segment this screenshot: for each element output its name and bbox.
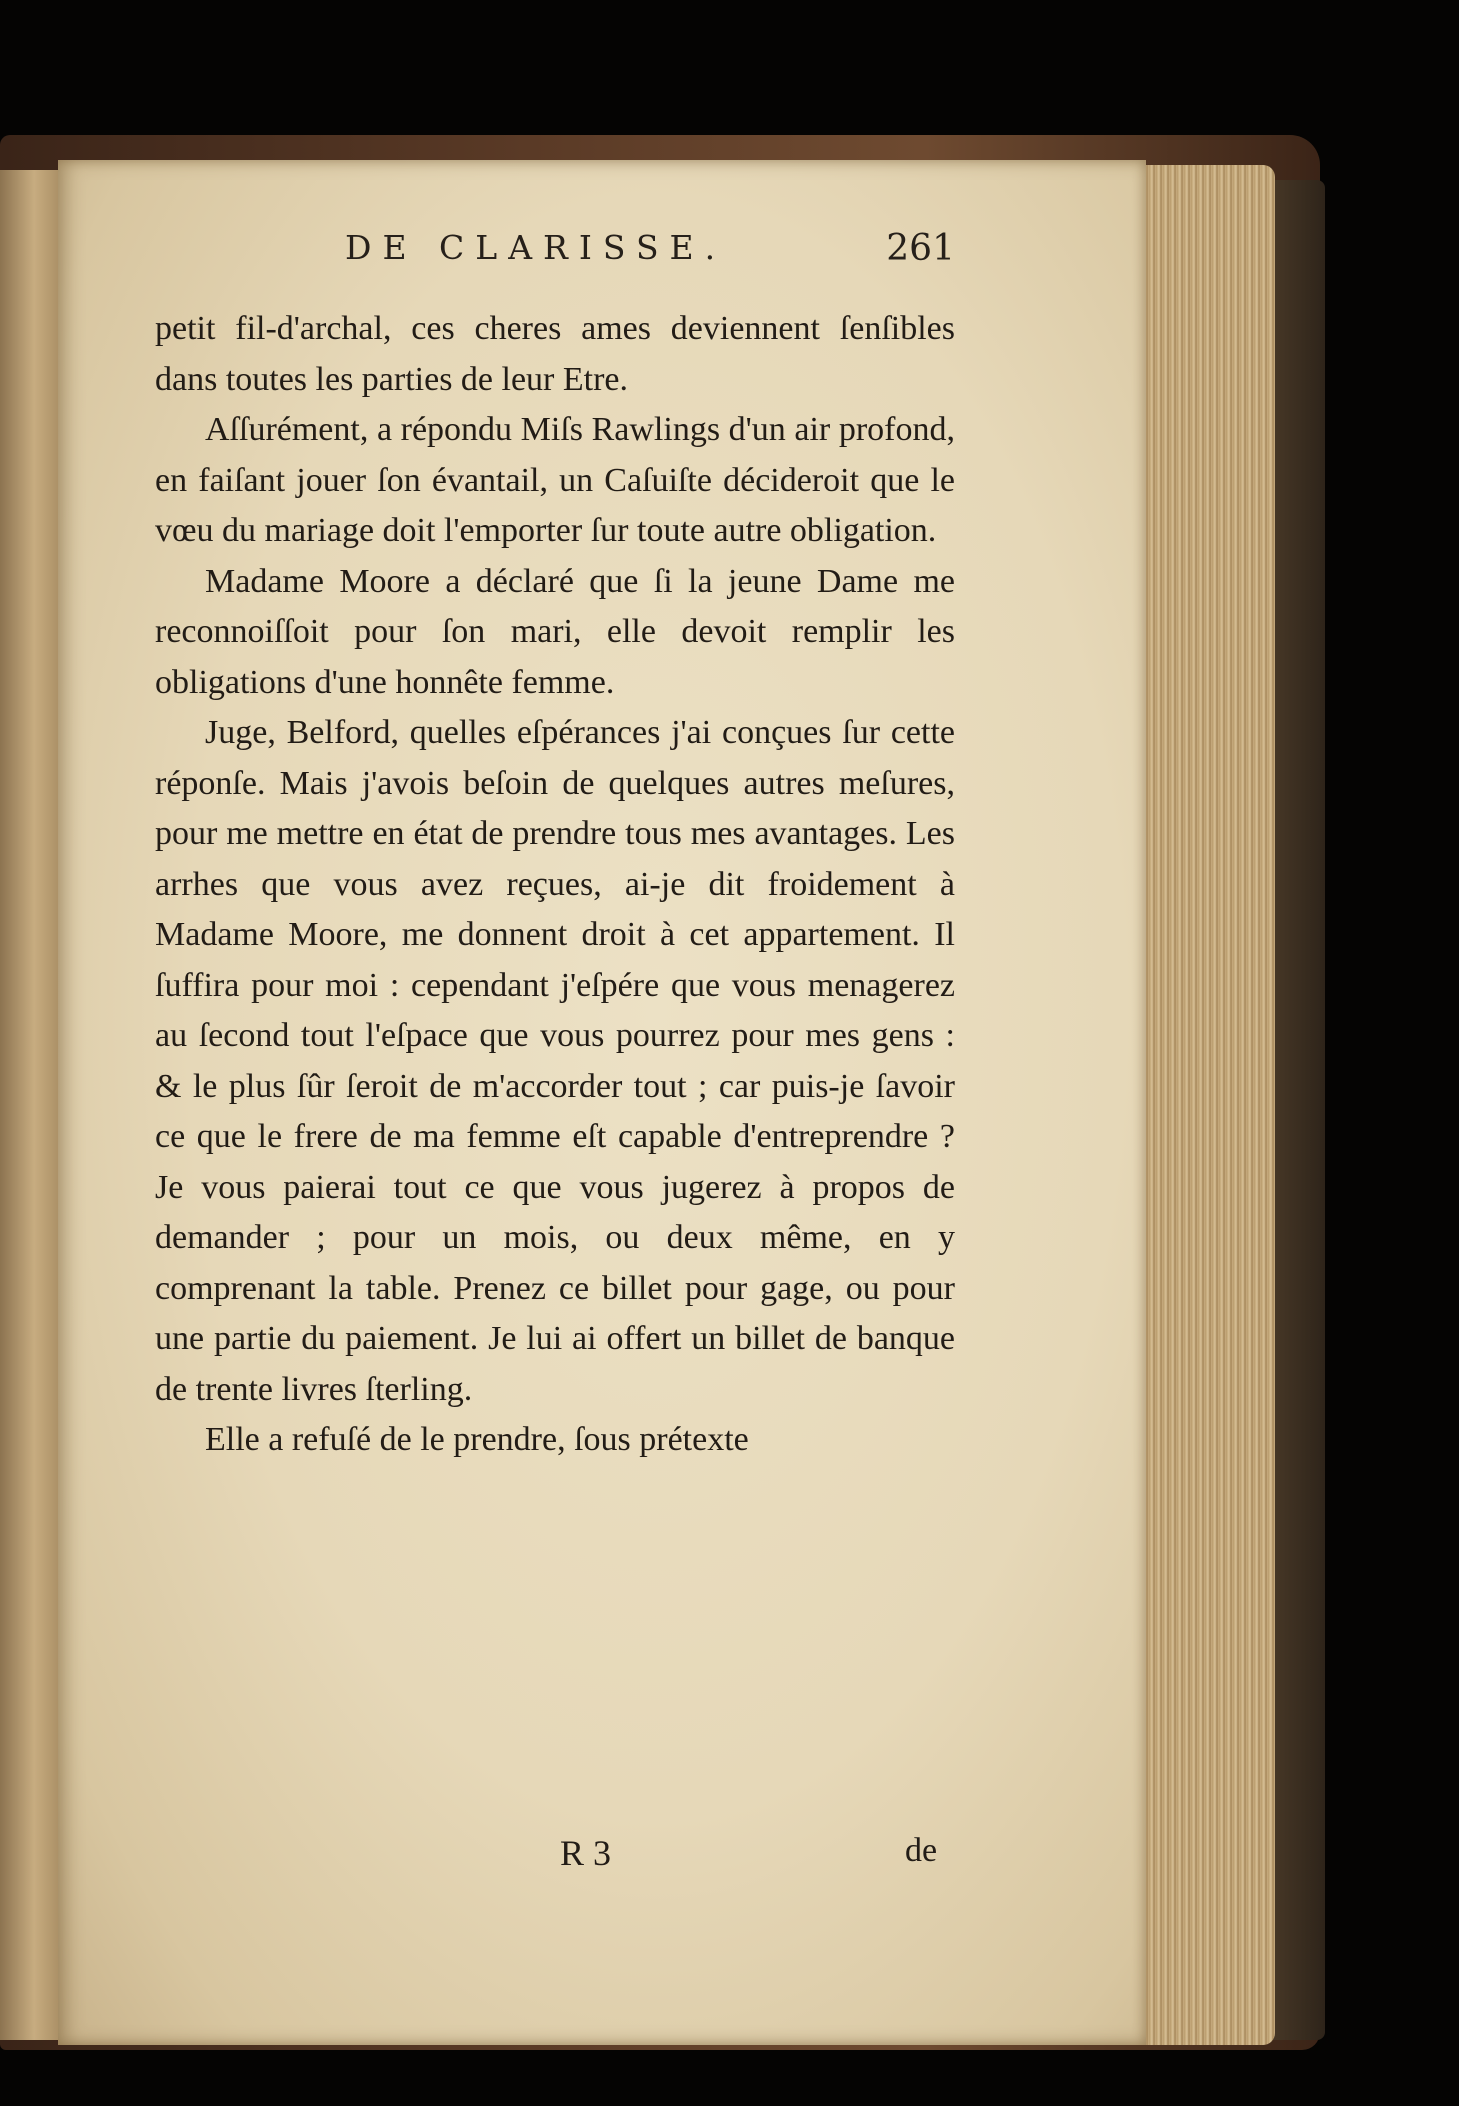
paragraph: Juge, Belford, quelles eſpérances j'ai conçues ſur cette réponſe. Mais j'avois beſoin de quelques autres meſures, pour me mettre en état de prendre tous mes avantages. Les arrhes que vous avez reçues, ai-je dit froidement à Madame Moore, me donnent droit à cet appartement. Il ſuffira pour moi : cependant j'eſpére que vous menagerez au ſecond tout l'eſpace que vous pourrez pour mes gens : & le plus ſûr ſeroit de m'accorder tout ; car puis-je ſavoir ce que le frere de ma femme eſt capable d'entreprendre ? Je vous paierai tout ce que vous jugerez à propos de demander ; pour un mois, ou deux même, en y comprenant la table. Prenez ce billet pour gage, ou pour une partie du paiement. Je lui ai offert un billet de banque de trente livres ſterling.	[155, 714, 955, 1408]
paragraph: petit fil-d'archal, ces cheres ames deviennent ſenſibles dans toutes les parties de leur Etre.	[155, 310, 955, 398]
running-title: DE CLARISSE.	[345, 228, 727, 267]
facing-page-gutter	[0, 170, 65, 2040]
catchword: de	[905, 1832, 938, 1869]
page-edges	[1135, 165, 1275, 2045]
paragraph: Madame Moore a déclaré que ſi la jeune Dame me reconnoiſſoit pour ſon mari, elle devoit remplir les obligations d'une honnête femme.	[155, 562, 955, 701]
page-header	[155, 228, 955, 288]
page-text	[155, 304, 955, 1466]
paragraph: Elle a refuſé de le prendre, ſous prétexte	[205, 1421, 749, 1458]
paragraph: Aſſurément, a répondu Miſs Rawlings d'un air profond, en faiſant jouer ſon évantail, un Caſuiſte décideroit que le vœu du mariage doit l'emporter ſur toute autre obligation.	[155, 411, 955, 549]
signature-mark: R 3	[560, 1833, 612, 1873]
page-number: 261	[886, 228, 955, 269]
